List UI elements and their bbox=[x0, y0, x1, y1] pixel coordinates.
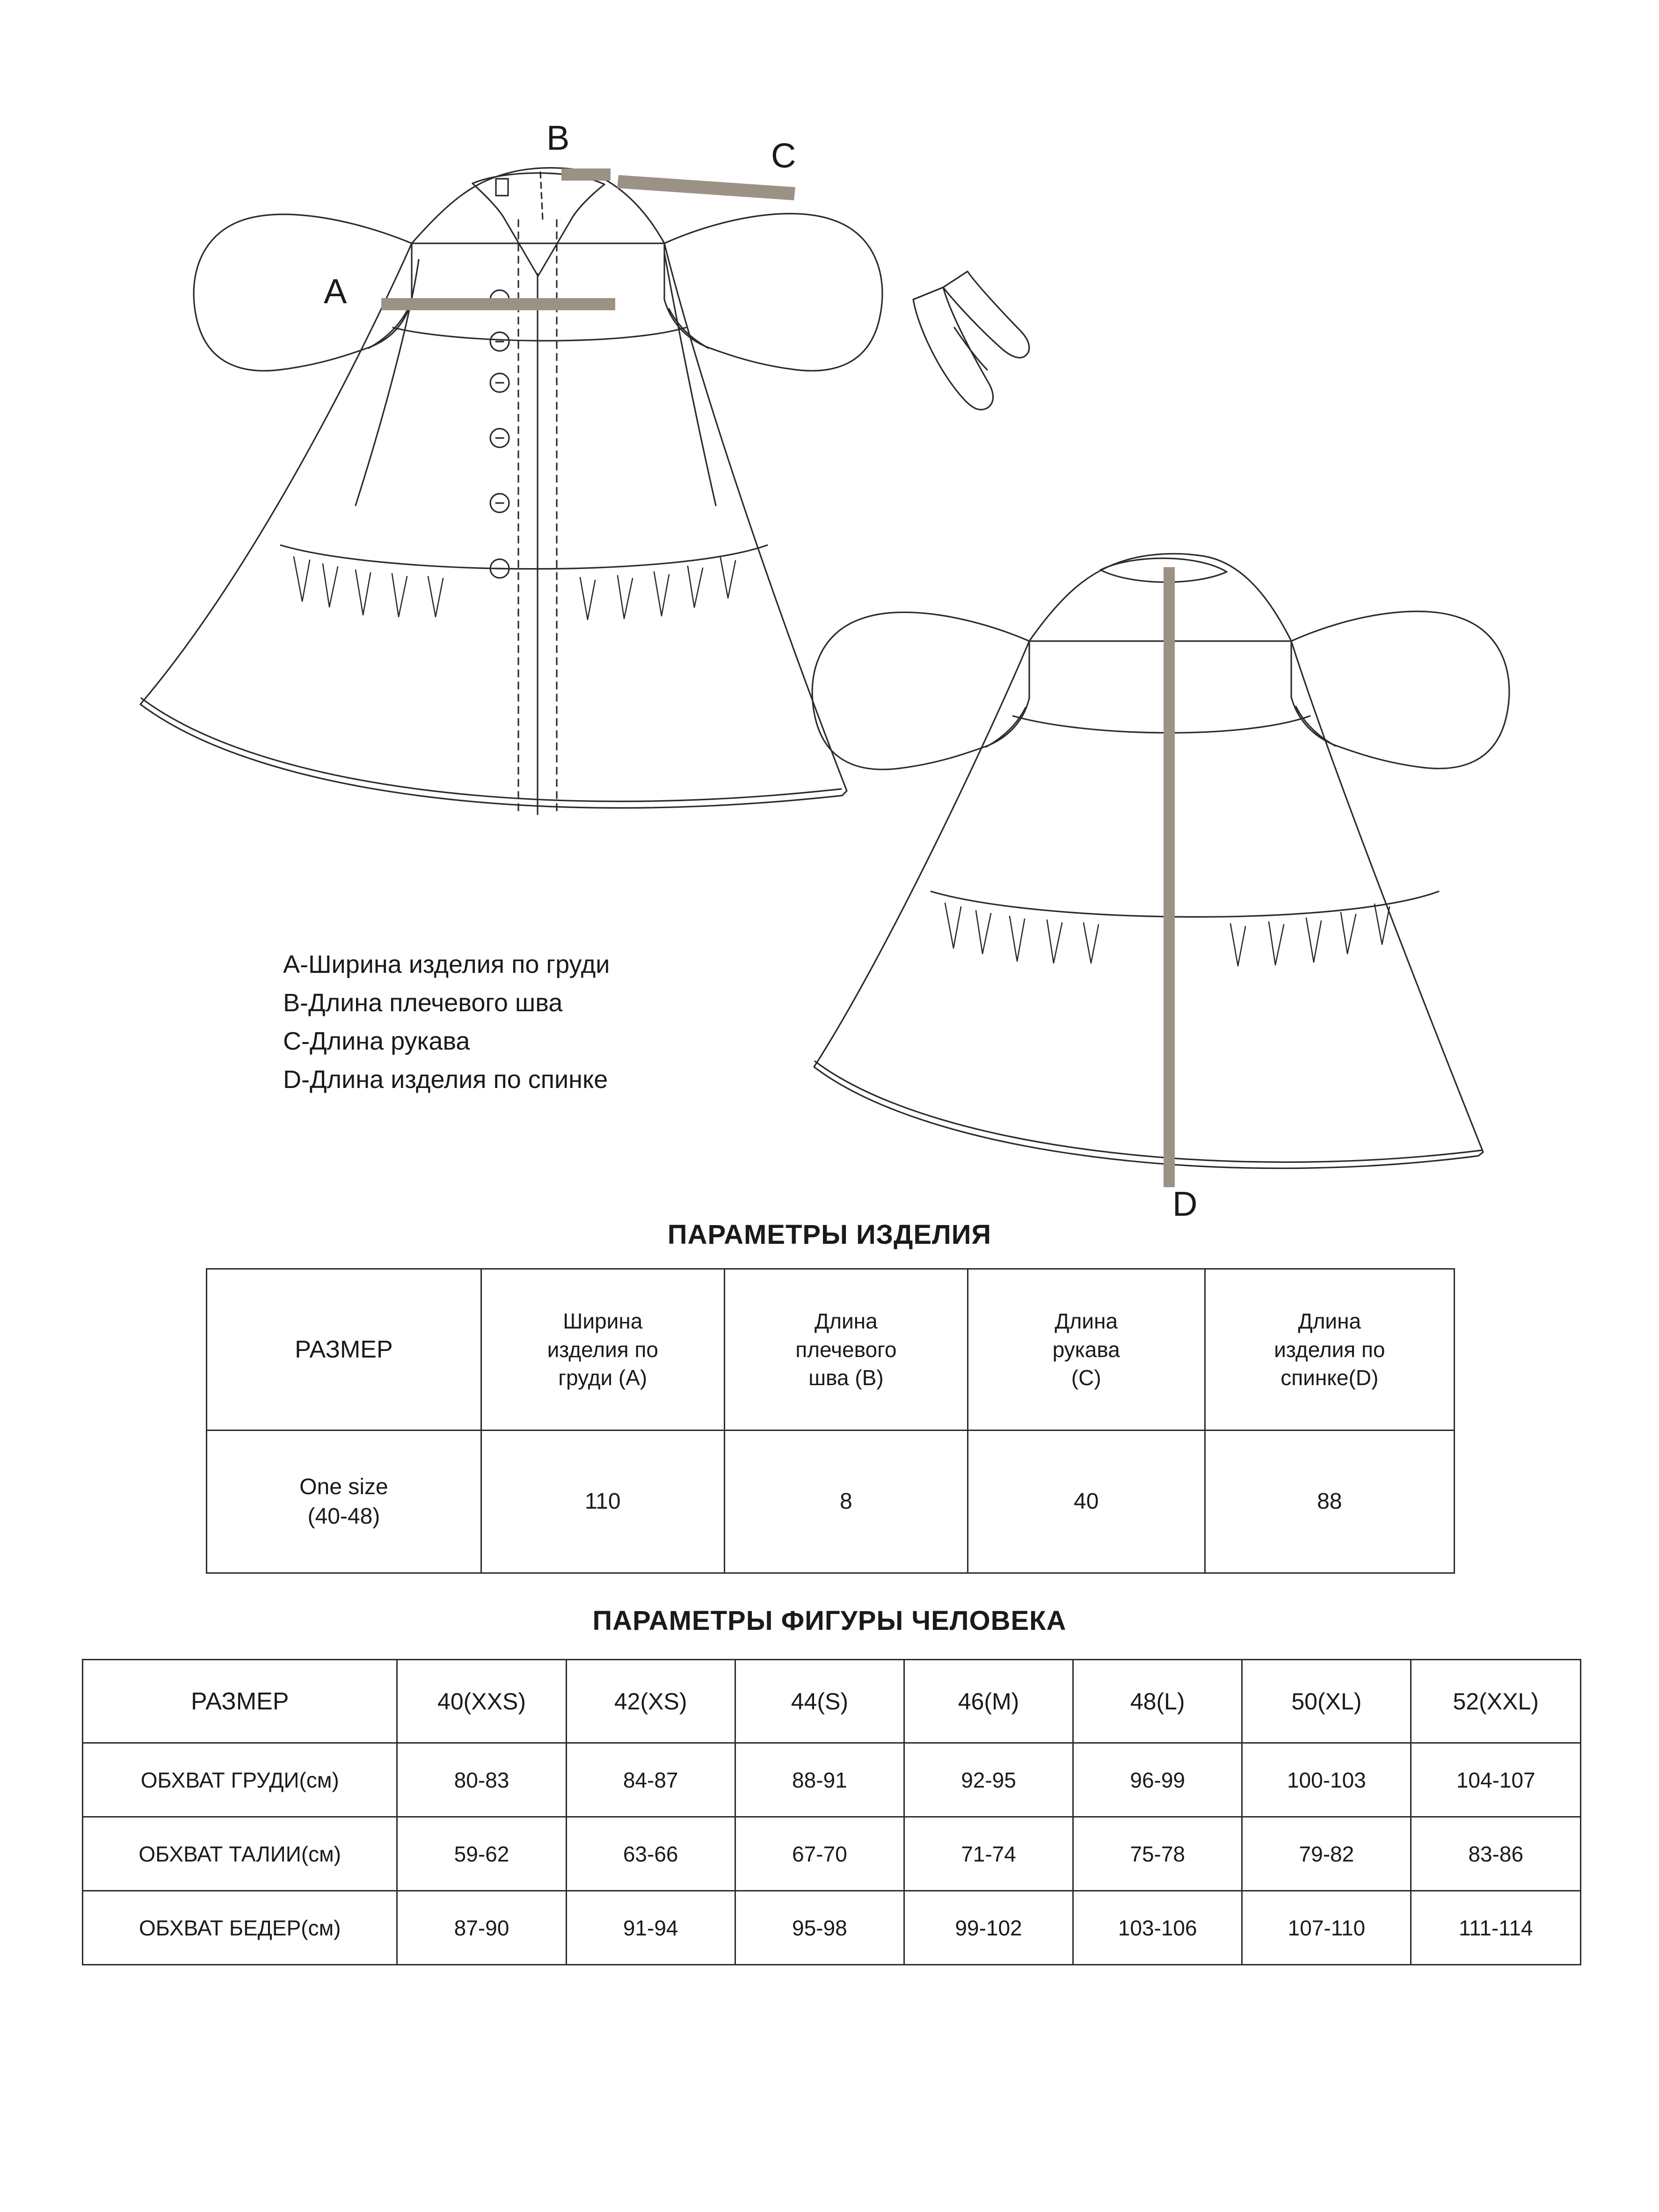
header-cell-shoulder-seam bbox=[724, 1269, 968, 1431]
size-line: (40-48) bbox=[307, 1504, 380, 1529]
header-cell-size bbox=[207, 1269, 481, 1431]
table-header-row bbox=[83, 1660, 1581, 1743]
header-cell-size-42: 42(XS) bbox=[566, 1660, 735, 1743]
cell-chest-42: 84-87 bbox=[566, 1743, 735, 1817]
back-view bbox=[812, 554, 1509, 1168]
header-cell-size-44: 44(S) bbox=[735, 1660, 904, 1743]
cell-chest-52: 104-107 bbox=[1411, 1743, 1581, 1817]
table-header-row bbox=[207, 1269, 1455, 1431]
table-row bbox=[83, 1743, 1581, 1817]
header-cell-size-48: 48(L) bbox=[1073, 1660, 1242, 1743]
table-row bbox=[207, 1431, 1455, 1573]
measure-bar-a bbox=[381, 298, 615, 310]
measure-bar-d bbox=[1164, 567, 1175, 1187]
size-line: One size bbox=[299, 1474, 388, 1499]
cell-waist-50: 79-82 bbox=[1242, 1817, 1411, 1891]
header-line: груди (A) bbox=[558, 1365, 648, 1390]
cell-chest-46: 92-95 bbox=[904, 1743, 1073, 1817]
header-cell-size-50: 50(XL) bbox=[1242, 1660, 1411, 1743]
product-params-title: ПАРАМЕТРЫ ИЗДЕЛИЯ bbox=[667, 1219, 992, 1250]
cell-shoulder-seam: 8 bbox=[724, 1431, 968, 1573]
legend-item-a: A-Ширина изделия по груди bbox=[283, 950, 610, 978]
cell-chest-44: 88-91 bbox=[735, 1743, 904, 1817]
cell-chest-width: 110 bbox=[481, 1431, 724, 1573]
cell-hips-40: 87-90 bbox=[397, 1891, 566, 1965]
cell-chest-48: 96-99 bbox=[1073, 1743, 1242, 1817]
measure-bar-c bbox=[617, 175, 795, 200]
cell-chest-40: 80-83 bbox=[397, 1743, 566, 1817]
measure-bar-b bbox=[561, 168, 611, 181]
front-view bbox=[140, 168, 882, 814]
header-cell-back-length bbox=[1205, 1269, 1454, 1431]
marker-label-b: B bbox=[546, 118, 570, 157]
header-line: плечевого bbox=[795, 1337, 897, 1362]
cell-hips-52: 111-114 bbox=[1411, 1891, 1581, 1965]
cell-waist-48: 75-78 bbox=[1073, 1817, 1242, 1891]
cell-waist-52: 83-86 bbox=[1411, 1817, 1581, 1891]
header-line: Длина bbox=[814, 1308, 878, 1333]
header-cell-size-52: 52(XXL) bbox=[1411, 1660, 1581, 1743]
legend-item-b: B-Длина плечевого шва bbox=[283, 989, 563, 1017]
cell-hips-46: 99-102 bbox=[904, 1891, 1073, 1965]
marker-label-c: C bbox=[771, 136, 796, 175]
header-cell-size-46: 46(M) bbox=[904, 1660, 1073, 1743]
header-cell-sleeve-length bbox=[968, 1269, 1205, 1431]
cell-waist-40: 59-62 bbox=[397, 1817, 566, 1891]
marker-label-d: D bbox=[1172, 1184, 1198, 1223]
table-row bbox=[83, 1891, 1581, 1965]
header-line: изделия по bbox=[547, 1337, 658, 1362]
cell-hips-48: 103-106 bbox=[1073, 1891, 1242, 1965]
product-params-title-wrap bbox=[0, 1219, 1659, 1250]
row-label-chest: ОБХВАТ ГРУДИ(см) bbox=[83, 1743, 397, 1817]
header-line: шва (B) bbox=[808, 1365, 884, 1390]
header-line: Длина bbox=[1298, 1308, 1361, 1333]
header-line: рукава bbox=[1052, 1337, 1120, 1362]
legend-item-d: D-Длина изделия по спинке bbox=[283, 1066, 608, 1094]
cell-waist-44: 67-70 bbox=[735, 1817, 904, 1891]
buttons bbox=[490, 290, 509, 578]
cell-hips-42: 91-94 bbox=[566, 1891, 735, 1965]
cell-back-length: 88 bbox=[1205, 1431, 1454, 1573]
body-params-title-wrap bbox=[0, 1605, 1659, 1636]
table-row bbox=[83, 1817, 1581, 1891]
cell-size-value bbox=[207, 1431, 481, 1573]
cell-hips-44: 95-98 bbox=[735, 1891, 904, 1965]
cell-waist-42: 63-66 bbox=[566, 1817, 735, 1891]
legend bbox=[283, 945, 610, 1099]
belt-piece bbox=[913, 271, 1029, 409]
cell-hips-50: 107-110 bbox=[1242, 1891, 1411, 1965]
row-label-hips: ОБХВАТ БЕДЕР(см) bbox=[83, 1891, 397, 1965]
header-line: РАЗМЕР bbox=[295, 1336, 393, 1363]
cell-chest-50: 100-103 bbox=[1242, 1743, 1411, 1817]
marker-label-a: A bbox=[324, 272, 347, 311]
header-cell-size-40: 40(XXS) bbox=[397, 1660, 566, 1743]
product-params-table-wrap bbox=[206, 1268, 1455, 1574]
body-params-title: ПАРАМЕТРЫ ФИГУРЫ ЧЕЛОВЕКА bbox=[592, 1606, 1067, 1636]
header-line: изделия по bbox=[1274, 1337, 1385, 1362]
header-line: (C) bbox=[1071, 1365, 1101, 1390]
product-params-table bbox=[206, 1268, 1455, 1574]
cell-sleeve-length: 40 bbox=[968, 1431, 1205, 1573]
cell-waist-46: 71-74 bbox=[904, 1817, 1073, 1891]
row-label-waist: ОБХВАТ ТАЛИИ(см) bbox=[83, 1817, 397, 1891]
header-line: Ширина bbox=[563, 1308, 643, 1333]
header-cell-chest-width bbox=[481, 1269, 724, 1431]
header-line: Длина bbox=[1055, 1308, 1118, 1333]
gathers-front bbox=[294, 557, 735, 620]
header-cell-size: РАЗМЕР bbox=[83, 1660, 397, 1743]
body-params-table-wrap bbox=[82, 1659, 1581, 1965]
header-line: спинке(D) bbox=[1281, 1365, 1379, 1390]
body-params-table bbox=[82, 1659, 1581, 1965]
legend-item-c: C-Длина рукава bbox=[283, 1027, 470, 1056]
